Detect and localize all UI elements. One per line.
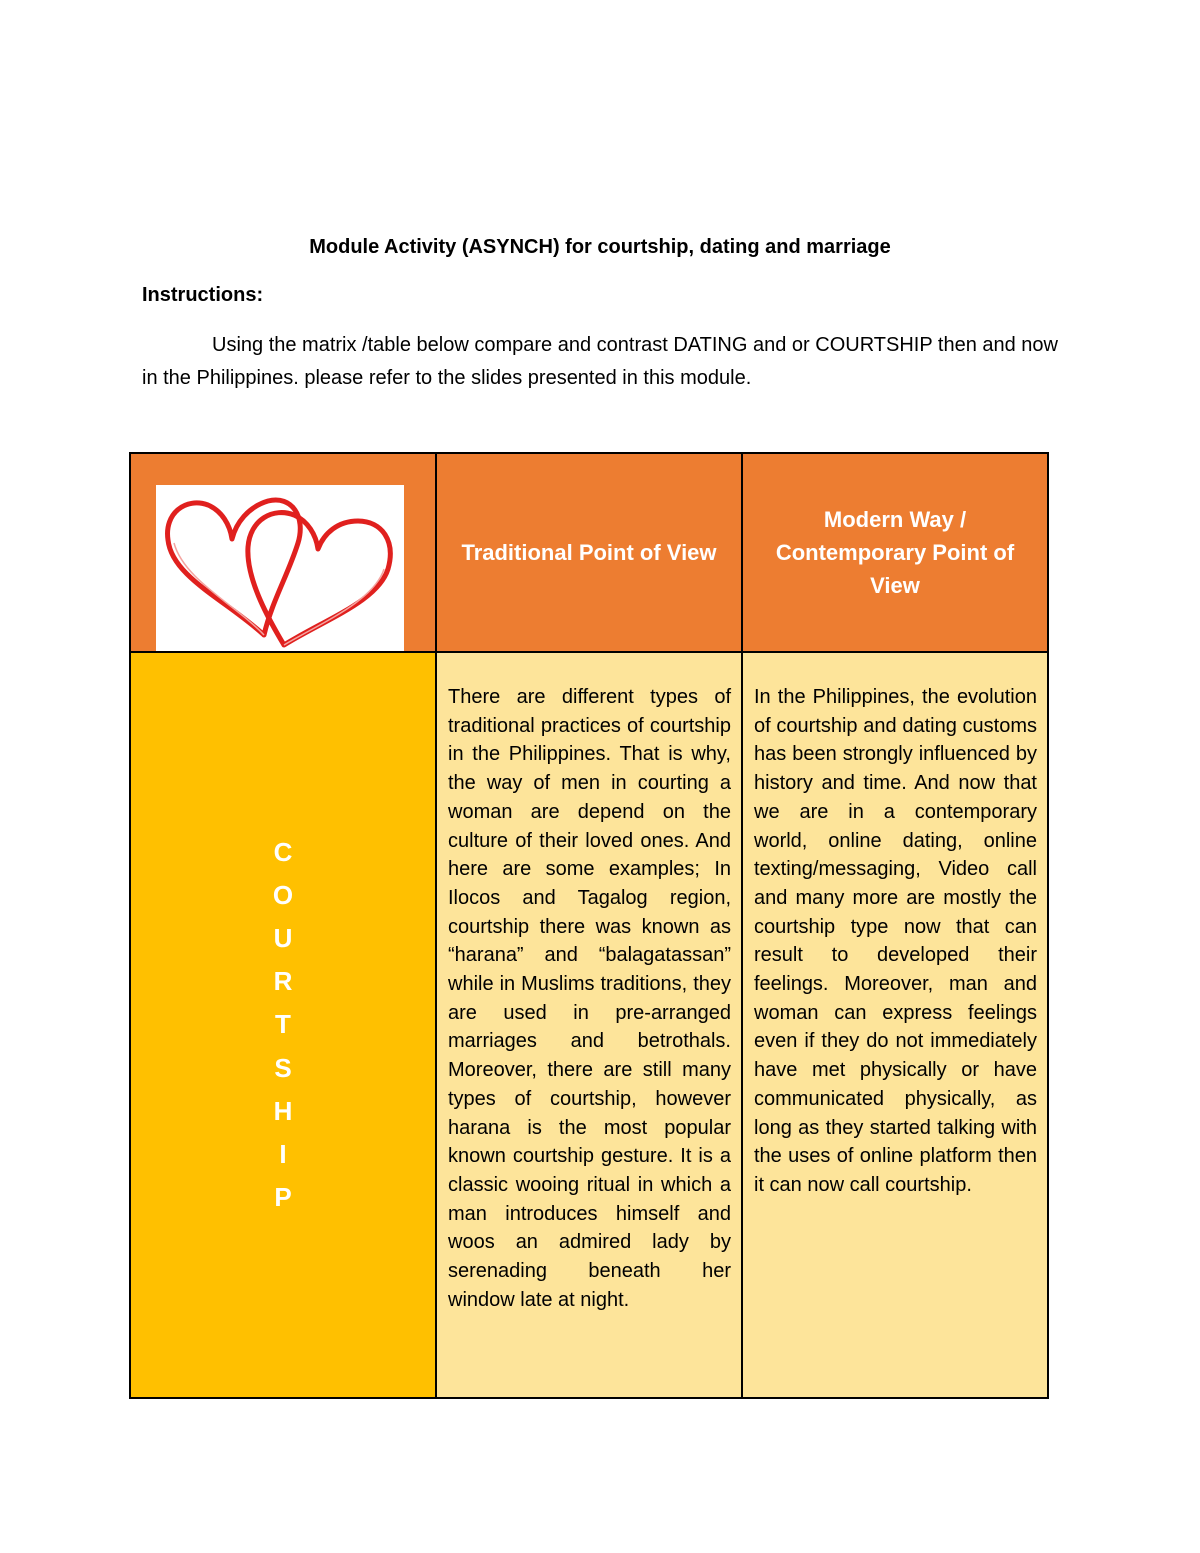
- table-header-row: [130, 453, 1048, 652]
- modern-text: In the Philippines, the evolution of courtship and dating customs has been strongly influenced by history and time. And now that we are in a contemporary world, online dating, online texting/messaging, Video call and many more are mostly the courtship type now that can result to developed their feelings. Moreover, man and woman can express feelings even if they do not immediately have met physically or have communicated physically, as long as they started talking with the uses of online platform then it can now call courtship.: [754, 686, 1037, 1196]
- traditional-cell: [436, 652, 742, 1398]
- comparison-table: [129, 452, 1049, 1399]
- header-modern-cell: [742, 453, 1048, 652]
- instructions-text: Using the matrix /table below compare and contrast DATING and or COURTSHIP then and now in the Philippines. please refer to the slides presented in this module.: [142, 334, 1058, 389]
- header-traditional-cell: [436, 453, 742, 652]
- side-label-cell: [130, 652, 436, 1398]
- header-image-cell: [130, 453, 436, 652]
- side-label-courtship: C O U R T S H I P: [272, 837, 294, 1212]
- page-title: Module Activity (ASYNCH) for courtship, dating and marriage: [309, 236, 891, 258]
- instructions-label: Instructions:: [142, 284, 264, 306]
- traditional-text: There are different types of traditional practices of courtship in the Philippines. That is why, the way of men in courting a woman are depend on the culture of their loved ones. And here are some examples; In Ilocos and Tagalog region, courtship there was known as “harana” and “balagatassan” while in Muslims traditions, they are used in pre-arranged marriages and betrothals. Moreover, there are still many types of courtship, however harana is the most popular known courtship gesture. It is a classic wooing ritual in which a man introduces himself and woos an admired lady by serenading beneath her window late at night.: [448, 686, 731, 1311]
- hearts-icon: [156, 485, 404, 651]
- modern-cell: [742, 652, 1048, 1398]
- header-traditional: Traditional Point of View: [461, 540, 717, 565]
- header-modern: Modern Way / Contemporary Point of View: [775, 507, 1015, 598]
- courtship-row: [130, 652, 1048, 1398]
- hearts-image: [156, 485, 404, 651]
